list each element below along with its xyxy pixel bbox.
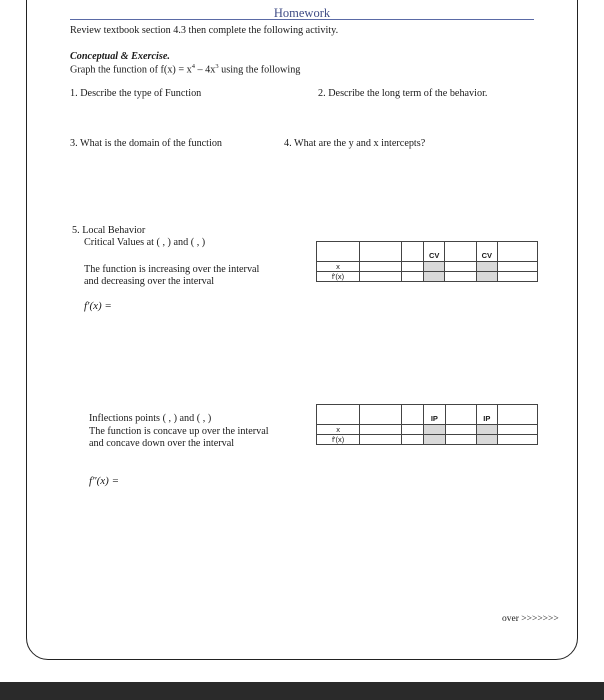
critical-values-text: Critical Values at ( , ) and ( , ) (84, 237, 206, 248)
header-rule (70, 19, 534, 20)
critical-values-table (316, 241, 538, 282)
table1-row-x-label: x (317, 262, 360, 272)
table2-header-cell (360, 405, 402, 425)
table2-header-ip: IP (476, 405, 497, 425)
question-3: 3. What is the domain of the function (70, 138, 223, 149)
first-derivative-label: f′(x) = (84, 300, 112, 312)
table2-cell (497, 425, 537, 435)
table1-header-cell (401, 242, 423, 262)
table2-header-cell (317, 405, 360, 425)
concave-up-text: The function is concave up over the interval (89, 426, 269, 437)
table1-cell (360, 262, 402, 272)
table1-header-cell (317, 242, 360, 262)
table1-cell (498, 262, 538, 272)
table1-cell-shaded (423, 272, 445, 282)
task-text (70, 63, 300, 75)
table1-cell (445, 272, 476, 282)
table1-header-cell (445, 242, 476, 262)
worksheet-card (26, 0, 578, 660)
table2-cell (360, 435, 402, 445)
table2-cell (401, 435, 423, 445)
section-heading: Conceptual & Exercise. (70, 51, 170, 62)
task-suffix: using the following (218, 64, 301, 76)
table2-cell-shaded (476, 425, 497, 435)
table2-header-cell (401, 405, 423, 425)
table1-cell (498, 272, 538, 282)
table1-header-cell (498, 242, 538, 262)
table2-cell-shaded (424, 435, 445, 445)
table2-row-x-label: x (317, 425, 360, 435)
table1-cell (445, 262, 476, 272)
inflection-points-table (316, 404, 538, 445)
table2-cell-shaded (476, 435, 497, 445)
table2-header-cell (497, 405, 537, 425)
task-mid: – 4x (194, 64, 216, 76)
concave-down-text: and concave down over the interval (89, 438, 235, 449)
table2-cell (497, 435, 537, 445)
increasing-text: The function is increasing over the interval (84, 264, 260, 275)
instruction-text: Review textbook section 4.3 then complete the following activity. (70, 25, 339, 36)
header-title: Homework (273, 6, 331, 20)
table1-cell (360, 272, 402, 282)
table1-cell-shaded (476, 272, 498, 282)
over-indicator: over >>>>>>> (502, 614, 559, 624)
exponent-2: 3 (215, 63, 219, 70)
table1-row-fx-label: f'(x) (317, 272, 360, 282)
local-behavior-title: 5. Local Behavior (72, 225, 146, 236)
question-1: 1. Describe the type of Function (70, 88, 202, 99)
bottom-bar (0, 682, 604, 700)
task-prefix: Graph the function of f(x) = x (70, 64, 192, 76)
table1-header-cv: CV (423, 242, 445, 262)
table1-header-cv: CV (476, 242, 498, 262)
table1-cell (401, 272, 423, 282)
table1-cell-shaded (423, 262, 445, 272)
table2-cell-shaded (424, 425, 445, 435)
table2-cell (445, 435, 476, 445)
question-2: 2. Describe the long term of the behavior. (318, 88, 488, 99)
table2-header-ip: IP (424, 405, 445, 425)
decreasing-text: and decreasing over the interval (84, 276, 215, 287)
table2-cell (445, 425, 476, 435)
table2-row-fx-label: f'(x) (317, 435, 360, 445)
exponent-1: 4 (191, 63, 195, 70)
second-derivative-label: f″(x) = (89, 475, 120, 487)
table2-cell (360, 425, 402, 435)
inflection-points-text: Inflections points ( , ) and ( , ) (89, 413, 212, 424)
table1-header-cell (360, 242, 402, 262)
table2-header-cell (445, 405, 476, 425)
question-4: 4. What are the y and x intercepts? (284, 138, 426, 149)
table2-cell (401, 425, 423, 435)
table1-cell-shaded (476, 262, 498, 272)
table1-cell (401, 262, 423, 272)
